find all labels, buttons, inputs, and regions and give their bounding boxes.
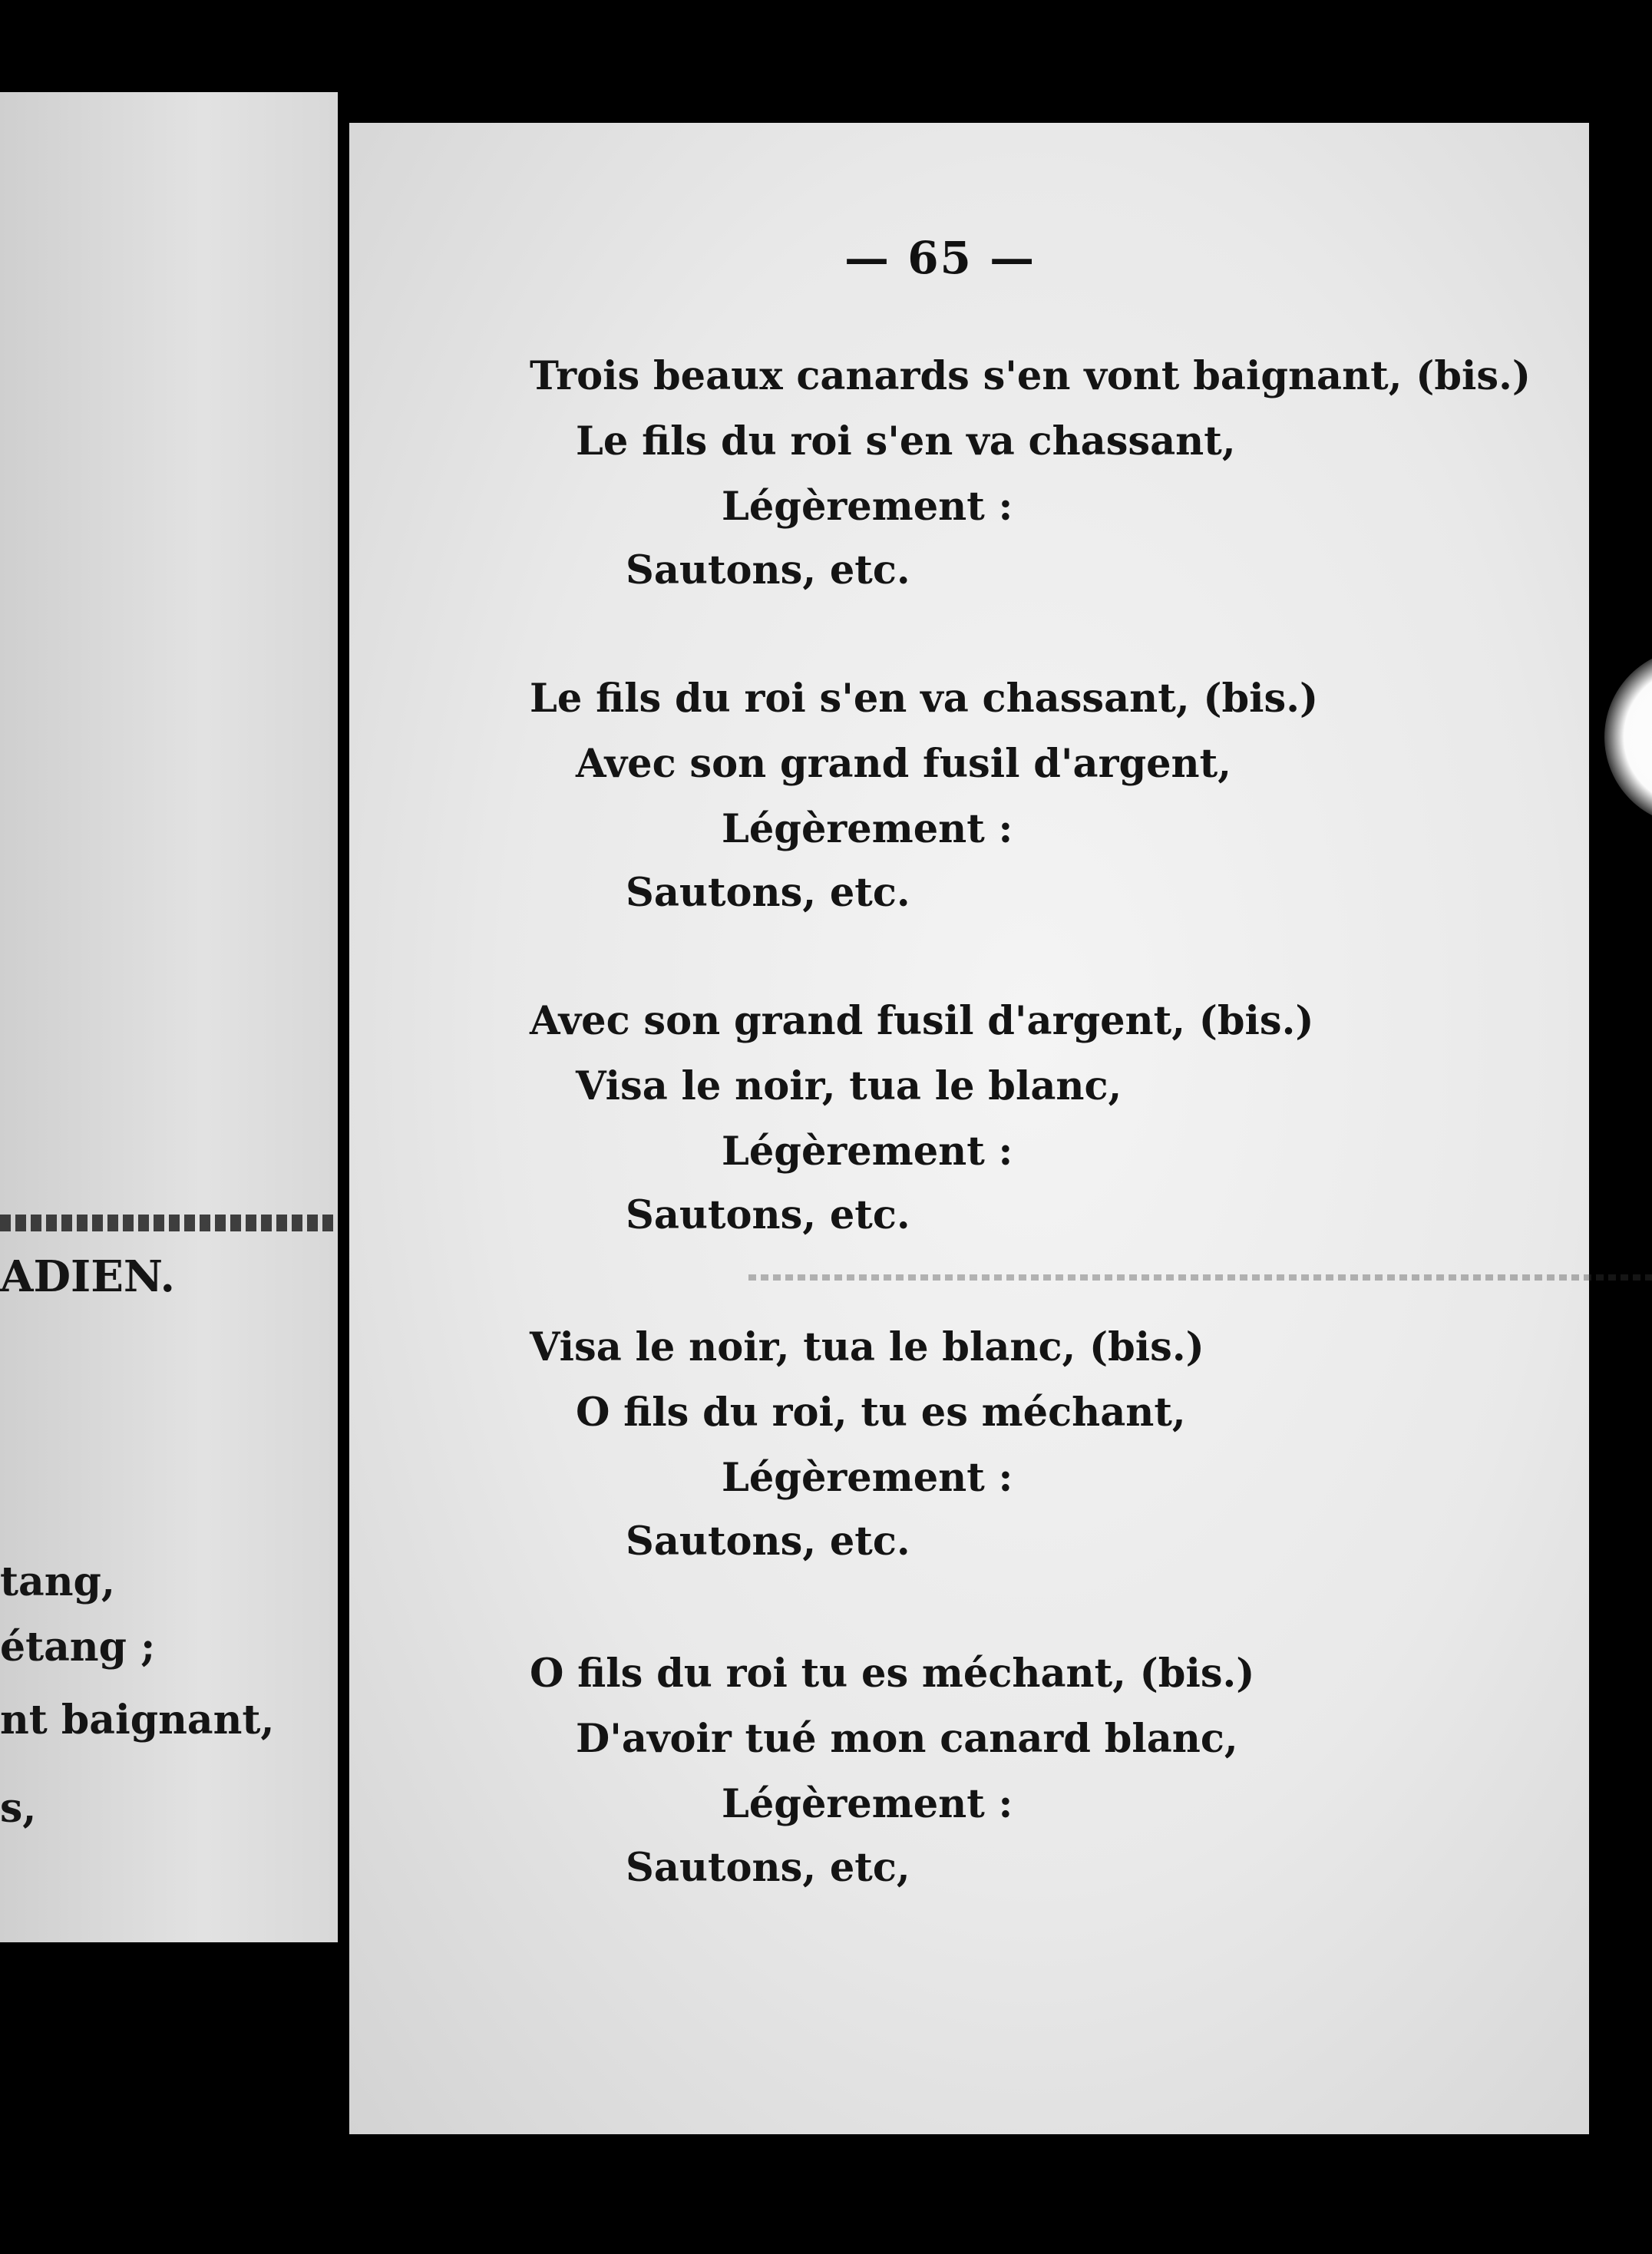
refrain-etc-line: Sautons, etc. [626, 1192, 910, 1238]
previous-page-fragment [0, 92, 338, 1942]
left-page-heading: ADIEN. [0, 1251, 175, 1302]
left-page-line: tang, [0, 1558, 115, 1605]
stanza-line: Avec son grand fusil d'argent, [576, 741, 1231, 787]
paper-stain [1604, 649, 1652, 825]
left-page-line: s, [0, 1785, 37, 1832]
refrain-line: Légèrement : [722, 484, 1013, 530]
stanza-first-line: O fils du roi tu es méchant, (bis.) [530, 1651, 1255, 1697]
refrain-line: Légèrement : [722, 806, 1013, 852]
refrain-line: Légèrement : [722, 1129, 1013, 1175]
refrain-etc-line: Sautons, etc. [626, 547, 910, 593]
stanza-first-line: Visa le noir, tua le blanc, (bis.) [530, 1324, 1204, 1370]
left-page-line: étang ; [0, 1624, 156, 1671]
refrain-line: Légèrement : [722, 1781, 1013, 1827]
stanza-first-line: Avec son grand fusil d'argent, (bis.) [530, 998, 1314, 1044]
stanza-first-line: Trois beaux canards s'en vont baignant, (bis.) [530, 353, 1531, 399]
left-page-line: nt baignant, [0, 1697, 275, 1743]
stanza-line: O fils du roi, tu es méchant, [576, 1390, 1186, 1436]
stanza-line: Visa le noir, tua le blanc, [576, 1063, 1122, 1109]
bleed-through-rule [748, 1274, 1652, 1281]
stanza-line: D'avoir tué mon canard blanc, [576, 1716, 1238, 1762]
stanza-line: Le fils du roi s'en va chassant, [576, 418, 1236, 464]
refrain-line: Légèrement : [722, 1455, 1013, 1501]
refrain-etc-line: Sautons, etc, [626, 1845, 910, 1891]
refrain-etc-line: Sautons, etc. [626, 870, 910, 916]
stanza-first-line: Le fils du roi s'en va chassant, (bis.) [530, 676, 1319, 722]
page-number: — 65 — [844, 232, 1036, 284]
refrain-etc-line: Sautons, etc. [626, 1519, 910, 1565]
ornamental-rule [0, 1215, 338, 1231]
